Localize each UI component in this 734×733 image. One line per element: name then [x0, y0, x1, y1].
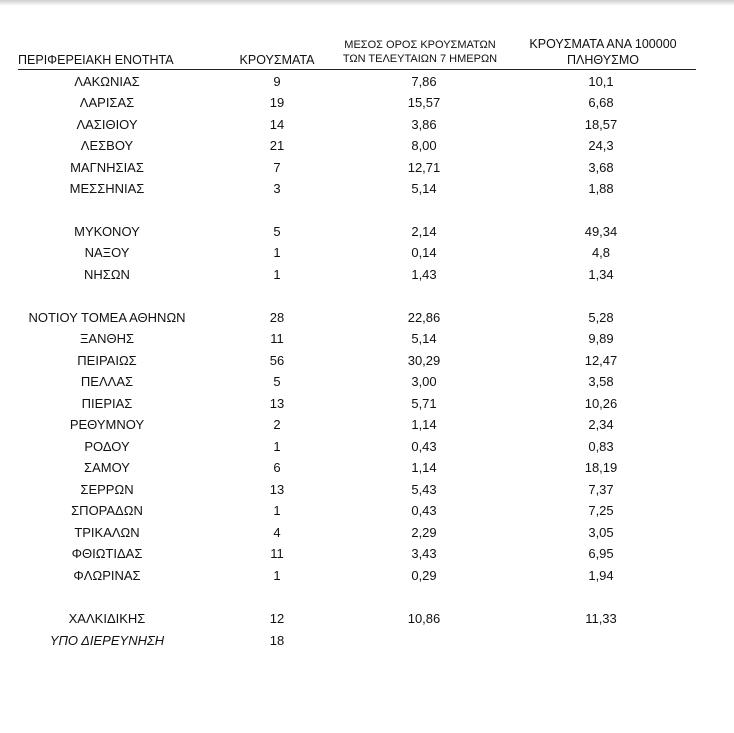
rate-per-100k: 3,58: [588, 374, 614, 389]
case-count: 11: [270, 546, 284, 561]
seven-day-average: 0,43: [411, 439, 437, 454]
rate-per-100k: 4,8: [591, 245, 611, 260]
seven-day-average: 0,29: [411, 568, 437, 583]
table-row: [0, 328, 734, 349]
case-count: 14: [269, 117, 285, 132]
region-name: ΠΕΛΛΑΣ: [80, 374, 134, 389]
header-cases: ΚΡΟΥΣΜΑΤΑ: [239, 53, 315, 67]
case-count: 9: [273, 74, 281, 89]
table-row: [0, 157, 734, 178]
table-row: [0, 71, 734, 92]
seven-day-average: 22,86: [407, 310, 441, 325]
case-count: 2: [273, 417, 281, 432]
region-name: ΛΑΚΩΝΙΑΣ: [74, 74, 140, 89]
rate-per-100k: 10,26: [584, 396, 618, 411]
table-row: [0, 371, 734, 392]
seven-day-average: 0,14: [411, 245, 437, 260]
rate-per-100k: 2,34: [588, 417, 614, 432]
case-count: 56: [269, 353, 285, 368]
rate-per-100k: 1,94: [588, 568, 614, 583]
table-row: [0, 264, 734, 285]
seven-day-average: 2,29: [411, 525, 437, 540]
table-row: [0, 242, 734, 263]
region-name: ΛΕΣΒΟΥ: [80, 138, 134, 153]
case-count: 1: [273, 245, 281, 260]
region-name: ΝΗΣΩΝ: [84, 267, 130, 282]
seven-day-average: 10,86: [407, 611, 441, 626]
seven-day-average: 2,14: [411, 224, 437, 239]
header-per100k-line1: ΚΡΟΥΣΜΑΤΑ ΑΝΑ 100000: [529, 37, 677, 51]
region-name: ΝΟΤΙΟΥ ΤΟΜΕΑ ΑΘΗΝΩΝ: [28, 310, 186, 325]
region-name: ΠΕΙΡΑΙΩΣ: [77, 353, 137, 368]
rate-per-100k: 1,34: [588, 267, 614, 282]
region-name: ΜΕΣΣΗΝΙΑΣ: [69, 181, 145, 196]
table-row: [0, 479, 734, 500]
header-underline: [18, 69, 696, 70]
case-count: 19: [269, 95, 285, 110]
case-count: 13: [269, 396, 285, 411]
seven-day-average: 3,86: [411, 117, 437, 132]
region-name: ΜΑΓΝΗΣΙΑΣ: [70, 160, 144, 175]
case-count: 21: [269, 138, 285, 153]
case-count: 1: [273, 568, 281, 583]
rate-per-100k: 24,3: [588, 138, 614, 153]
case-count: 13: [269, 482, 285, 497]
table-row: [0, 221, 734, 242]
case-count: 5: [273, 224, 281, 239]
seven-day-average: 5,43: [411, 482, 437, 497]
seven-day-average: 1,14: [411, 417, 437, 432]
region-name: ΠΙΕΡΙΑΣ: [81, 396, 133, 411]
seven-day-average: 5,14: [411, 181, 437, 196]
top-edge-shadow: [0, 0, 734, 6]
table-row: [0, 457, 734, 478]
region-name: ΣΕΡΡΩΝ: [80, 482, 134, 497]
table-row: [0, 522, 734, 543]
header-cases-per-100k: [508, 36, 698, 68]
seven-day-average: 0,43: [411, 503, 437, 518]
region-name: ΛΑΡΙΣΑΣ: [79, 95, 135, 110]
region-name: ΤΡΙΚΑΛΩΝ: [74, 525, 140, 540]
rate-per-100k: 49,34: [584, 224, 618, 239]
rate-per-100k: 12,47: [584, 353, 618, 368]
case-count: 11: [270, 331, 284, 346]
header-per100k-line2: ΠΛΗΘΥΣΜΟ: [567, 53, 639, 67]
header-avg-line1: ΜΕΣΟΣ ΟΡΟΣ ΚΡΟΥΣΜΑΤΩΝ: [344, 39, 496, 51]
rate-per-100k: 6,95: [588, 546, 614, 561]
region-name: ΦΘΙΩΤΙΔΑΣ: [71, 546, 143, 561]
rate-per-100k: 7,37: [588, 482, 614, 497]
table-row: [0, 114, 734, 135]
case-count: 5: [273, 374, 281, 389]
rate-per-100k: 11,33: [585, 611, 617, 626]
table-row: [0, 350, 734, 371]
rate-per-100k: 6,68: [588, 95, 614, 110]
case-count: 3: [273, 181, 281, 196]
seven-day-average: 8,00: [411, 138, 437, 153]
table-row: [0, 500, 734, 521]
seven-day-average: 12,71: [407, 160, 441, 175]
seven-day-average: 7,86: [411, 74, 437, 89]
region-name: ΡΟΔΟΥ: [84, 439, 130, 454]
case-count: 1: [273, 439, 281, 454]
rate-per-100k: 5,28: [588, 310, 614, 325]
region-name: ΡΕΘΥΜΝΟΥ: [69, 417, 145, 432]
case-count: 4: [273, 525, 281, 540]
region-name: ΧΑΛΚΙΔΙΚΗΣ: [68, 611, 146, 626]
table-row: [0, 436, 734, 457]
table-row: [0, 543, 734, 564]
region-name: ΣΑΜΟΥ: [84, 460, 130, 475]
table-row: [0, 630, 734, 651]
seven-day-average: 5,14: [411, 331, 437, 346]
rate-per-100k: 18,19: [584, 460, 618, 475]
case-count: 1: [273, 267, 281, 282]
rate-per-100k: 10,1: [588, 74, 614, 89]
region-name: ΞΑΝΘΗΣ: [79, 331, 135, 346]
table-row: [0, 92, 734, 113]
table-row: [0, 608, 734, 629]
table-row: [0, 565, 734, 586]
case-count: 6: [273, 460, 281, 475]
table-row: [0, 414, 734, 435]
rate-per-100k: 1,88: [588, 181, 614, 196]
header-region: ΠΕΡΙΦΕΡΕΙΑΚΗ ΕΝΟΤΗΤΑ: [18, 53, 174, 67]
table-row: [0, 307, 734, 328]
region-name: ΛΑΣΙΘΙΟΥ: [76, 117, 138, 132]
rate-per-100k: 18,57: [584, 117, 618, 132]
header-avg-line2: ΤΩΝ ΤΕΛΕΥΤΑΙΩΝ 7 ΗΜΕΡΩΝ: [342, 53, 498, 65]
case-count: 18: [269, 633, 285, 648]
table-row: [0, 135, 734, 156]
region-name: ΣΠΟΡΑΔΩΝ: [71, 503, 143, 518]
rate-per-100k: 3,05: [588, 525, 614, 540]
region-name: ΝΑΞΟΥ: [84, 245, 130, 260]
rate-per-100k: 7,25: [588, 503, 614, 518]
table-row: [0, 393, 734, 414]
seven-day-average: 1,43: [411, 267, 437, 282]
region-name: ΥΠΟ ΔΙΕΡΕΥΝΗΣΗ: [49, 633, 165, 648]
seven-day-average: 1,14: [411, 460, 437, 475]
case-count: 12: [269, 611, 285, 626]
seven-day-average: 15,57: [407, 95, 441, 110]
case-count: 7: [273, 160, 281, 175]
rate-per-100k: 0,83: [588, 439, 614, 454]
seven-day-average: 30,29: [407, 353, 441, 368]
case-count: 28: [269, 310, 285, 325]
seven-day-average: 3,43: [411, 546, 437, 561]
region-name: ΜΥΚΟΝΟΥ: [74, 224, 140, 239]
table-row: [0, 178, 734, 199]
case-count: 1: [273, 503, 281, 518]
rate-per-100k: 3,68: [588, 160, 614, 175]
seven-day-average: 3,00: [411, 374, 437, 389]
seven-day-average: 5,71: [411, 396, 437, 411]
header-7day-average: [326, 38, 514, 66]
region-name: ΦΛΩΡΙΝΑΣ: [73, 568, 141, 583]
rate-per-100k: 9,89: [588, 331, 614, 346]
